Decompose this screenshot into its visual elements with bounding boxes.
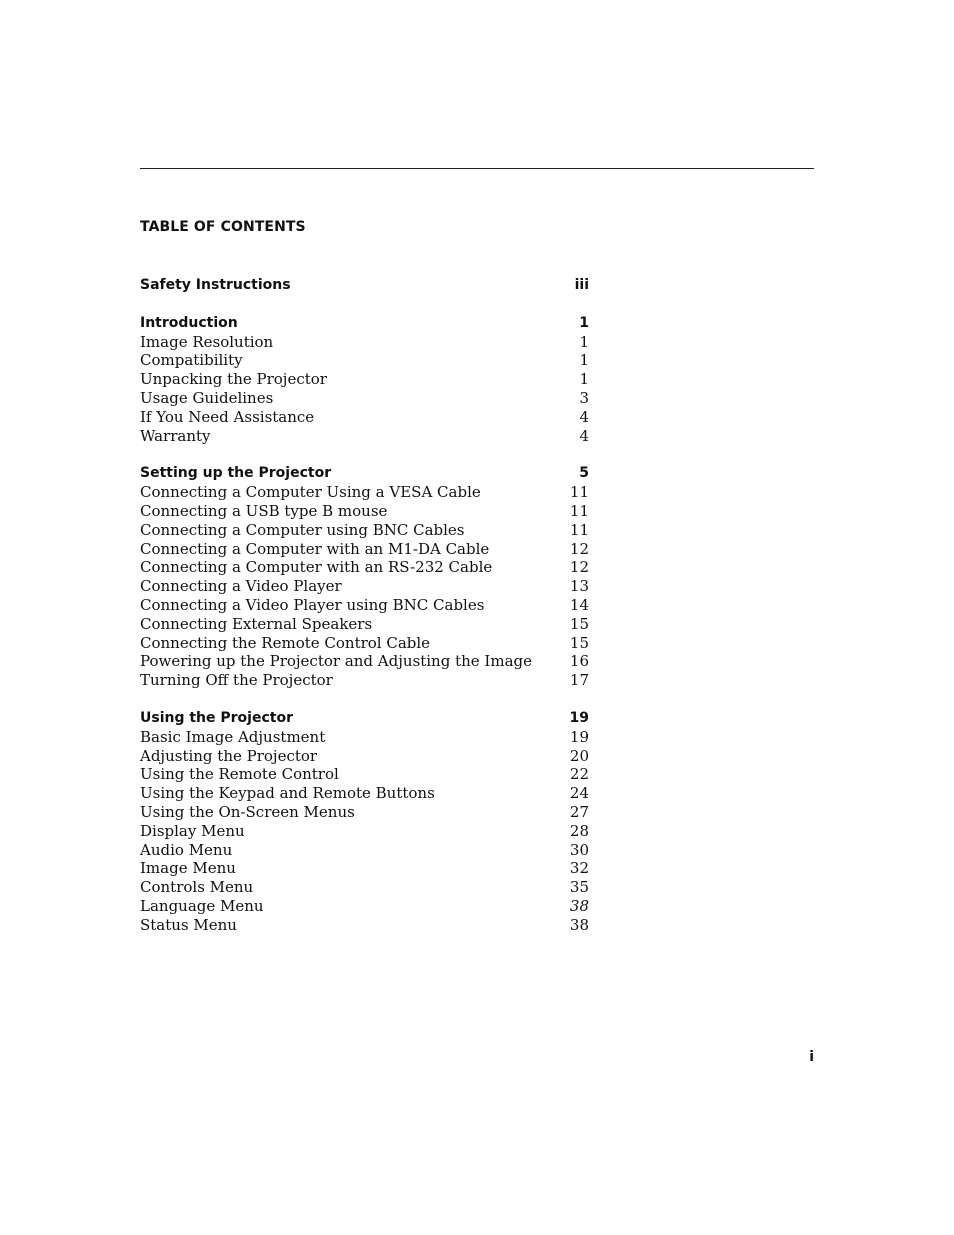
toc-entry-title: Using the On-Screen Menus [140, 802, 355, 821]
toc-entry-page: 12 [569, 558, 589, 577]
toc-entry [140, 671, 589, 690]
toc-entry [140, 483, 589, 502]
toc-entry [140, 841, 589, 860]
toc-section [140, 314, 589, 446]
toc-entry-title: Audio Menu [140, 840, 233, 859]
toc-section-page: 5 [579, 465, 589, 482]
toc-entry [140, 558, 589, 577]
toc-entry-page: 11 [569, 501, 589, 520]
toc-entry [140, 634, 589, 653]
toc-entry-page: 28 [569, 821, 589, 840]
toc-entry-page: 13 [569, 577, 589, 596]
toc-section-page: 1 [579, 314, 589, 331]
toc-entry-title: Display Menu [140, 821, 245, 840]
toc-entry [140, 652, 589, 671]
toc-entry-title: Connecting the Remote Control Cable [140, 633, 431, 652]
toc-entry-page: 15 [569, 633, 589, 652]
toc-section-heading [140, 314, 589, 333]
toc-entry [140, 765, 589, 784]
toc-entry-title: Language Menu [140, 896, 264, 915]
toc-entry-page: 38 [569, 915, 589, 934]
toc-entry [140, 803, 589, 822]
toc-entry-page: 1 [579, 351, 589, 370]
toc-entry-page: 30 [569, 840, 589, 859]
toc-entry-title: Powering up the Projector and Adjusting the Image [140, 652, 532, 671]
toc-entry-page: 32 [569, 859, 589, 878]
toc-entry-page: 22 [569, 765, 589, 784]
toc-entry-title: Usage Guidelines [140, 388, 274, 407]
toc-entry-title: Connecting a USB type B mouse [140, 501, 388, 520]
toc-entry-title: Connecting a Video Player using BNC Cables [140, 595, 485, 614]
toc-entry [140, 521, 589, 540]
toc-entry-title: Connecting a Video Player [140, 577, 342, 596]
toc-entry-title: Unpacking the Projector [140, 370, 327, 389]
toc-section-title: Introduction [140, 314, 238, 331]
toc-section [140, 276, 589, 295]
toc-entry-title: If You Need Assistance [140, 407, 315, 426]
toc-section-page: iii [574, 277, 589, 293]
toc-section [140, 709, 589, 935]
toc-entry-page: 27 [569, 802, 589, 821]
toc-entry [140, 784, 589, 803]
toc-entry [140, 897, 589, 916]
toc-heading: TABLE OF CONTENTS [140, 219, 306, 235]
toc-entry [140, 389, 589, 408]
toc-entry-title: Turning Off the Projector [140, 671, 333, 690]
toc-section-heading [140, 276, 589, 295]
toc-entry-page: 4 [579, 426, 589, 445]
toc-entry-page: 20 [569, 746, 589, 765]
toc-entry-title: Connecting a Computer using BNC Cables [140, 520, 465, 539]
toc-entry [140, 540, 589, 559]
toc-entry [140, 916, 589, 935]
toc-entry [140, 728, 589, 747]
toc-entry-title: Adjusting the Projector [140, 746, 318, 765]
toc-entry-page: 1 [579, 332, 589, 351]
toc-section [140, 464, 589, 690]
toc-entry [140, 333, 589, 352]
toc-entry-title: Connecting a Computer with an RS-232 Cable [140, 558, 493, 577]
toc-entry-page: 35 [569, 878, 589, 897]
toc-entry-title: Using the Remote Control [140, 765, 339, 784]
toc-entry-page: 17 [569, 671, 589, 690]
toc-section-title: Setting up the Projector [140, 465, 332, 482]
header-rule [140, 168, 814, 169]
toc-entry-page: 3 [579, 388, 589, 407]
toc-entry [140, 878, 589, 897]
toc-entry [140, 822, 589, 841]
toc-entry-title: Basic Image Adjustment [140, 727, 326, 746]
toc-entry-page: 12 [569, 539, 589, 558]
toc-entry [140, 577, 589, 596]
toc-entry-page: 19 [569, 727, 589, 746]
toc-section-page: 19 [569, 709, 589, 726]
toc-entry-title: Controls Menu [140, 878, 254, 897]
table-of-contents [140, 276, 589, 954]
toc-entry [140, 351, 589, 370]
toc-entry [140, 596, 589, 615]
toc-entry [140, 502, 589, 521]
toc-section-title: Using the Projector [140, 709, 293, 726]
toc-entry-page: 16 [569, 652, 589, 671]
toc-entry [140, 747, 589, 766]
toc-entry-title: Image Menu [140, 859, 236, 878]
toc-entry-title: Connecting a Computer with an M1-DA Cable [140, 539, 490, 558]
toc-entry [140, 408, 589, 427]
toc-entry [140, 859, 589, 878]
toc-entry-page: 11 [569, 520, 589, 539]
toc-section-title: Safety Instructions [140, 277, 291, 293]
toc-entry-page: 24 [569, 784, 589, 803]
toc-entry-title: Using the Keypad and Remote Buttons [140, 784, 435, 803]
toc-entry-page: 14 [569, 595, 589, 614]
toc-entry [140, 427, 589, 446]
toc-entry-page: 38 [569, 896, 589, 915]
toc-entry-title: Connecting External Speakers [140, 614, 373, 633]
toc-entry-title: Image Resolution [140, 332, 274, 351]
toc-entry-page: 15 [569, 614, 589, 633]
toc-entry-page: 4 [579, 407, 589, 426]
toc-entry-title: Compatibility [140, 351, 243, 370]
toc-entry-page: 11 [569, 483, 589, 502]
toc-entry-title: Status Menu [140, 915, 237, 934]
toc-entry-title: Warranty [140, 426, 211, 445]
toc-entry [140, 615, 589, 634]
toc-section-heading [140, 709, 589, 728]
page-number: i [809, 1049, 814, 1065]
toc-entry [140, 370, 589, 389]
toc-section-heading [140, 464, 589, 483]
toc-entry-page: 1 [579, 370, 589, 389]
toc-entry-title: Connecting a Computer Using a VESA Cable [140, 483, 481, 502]
